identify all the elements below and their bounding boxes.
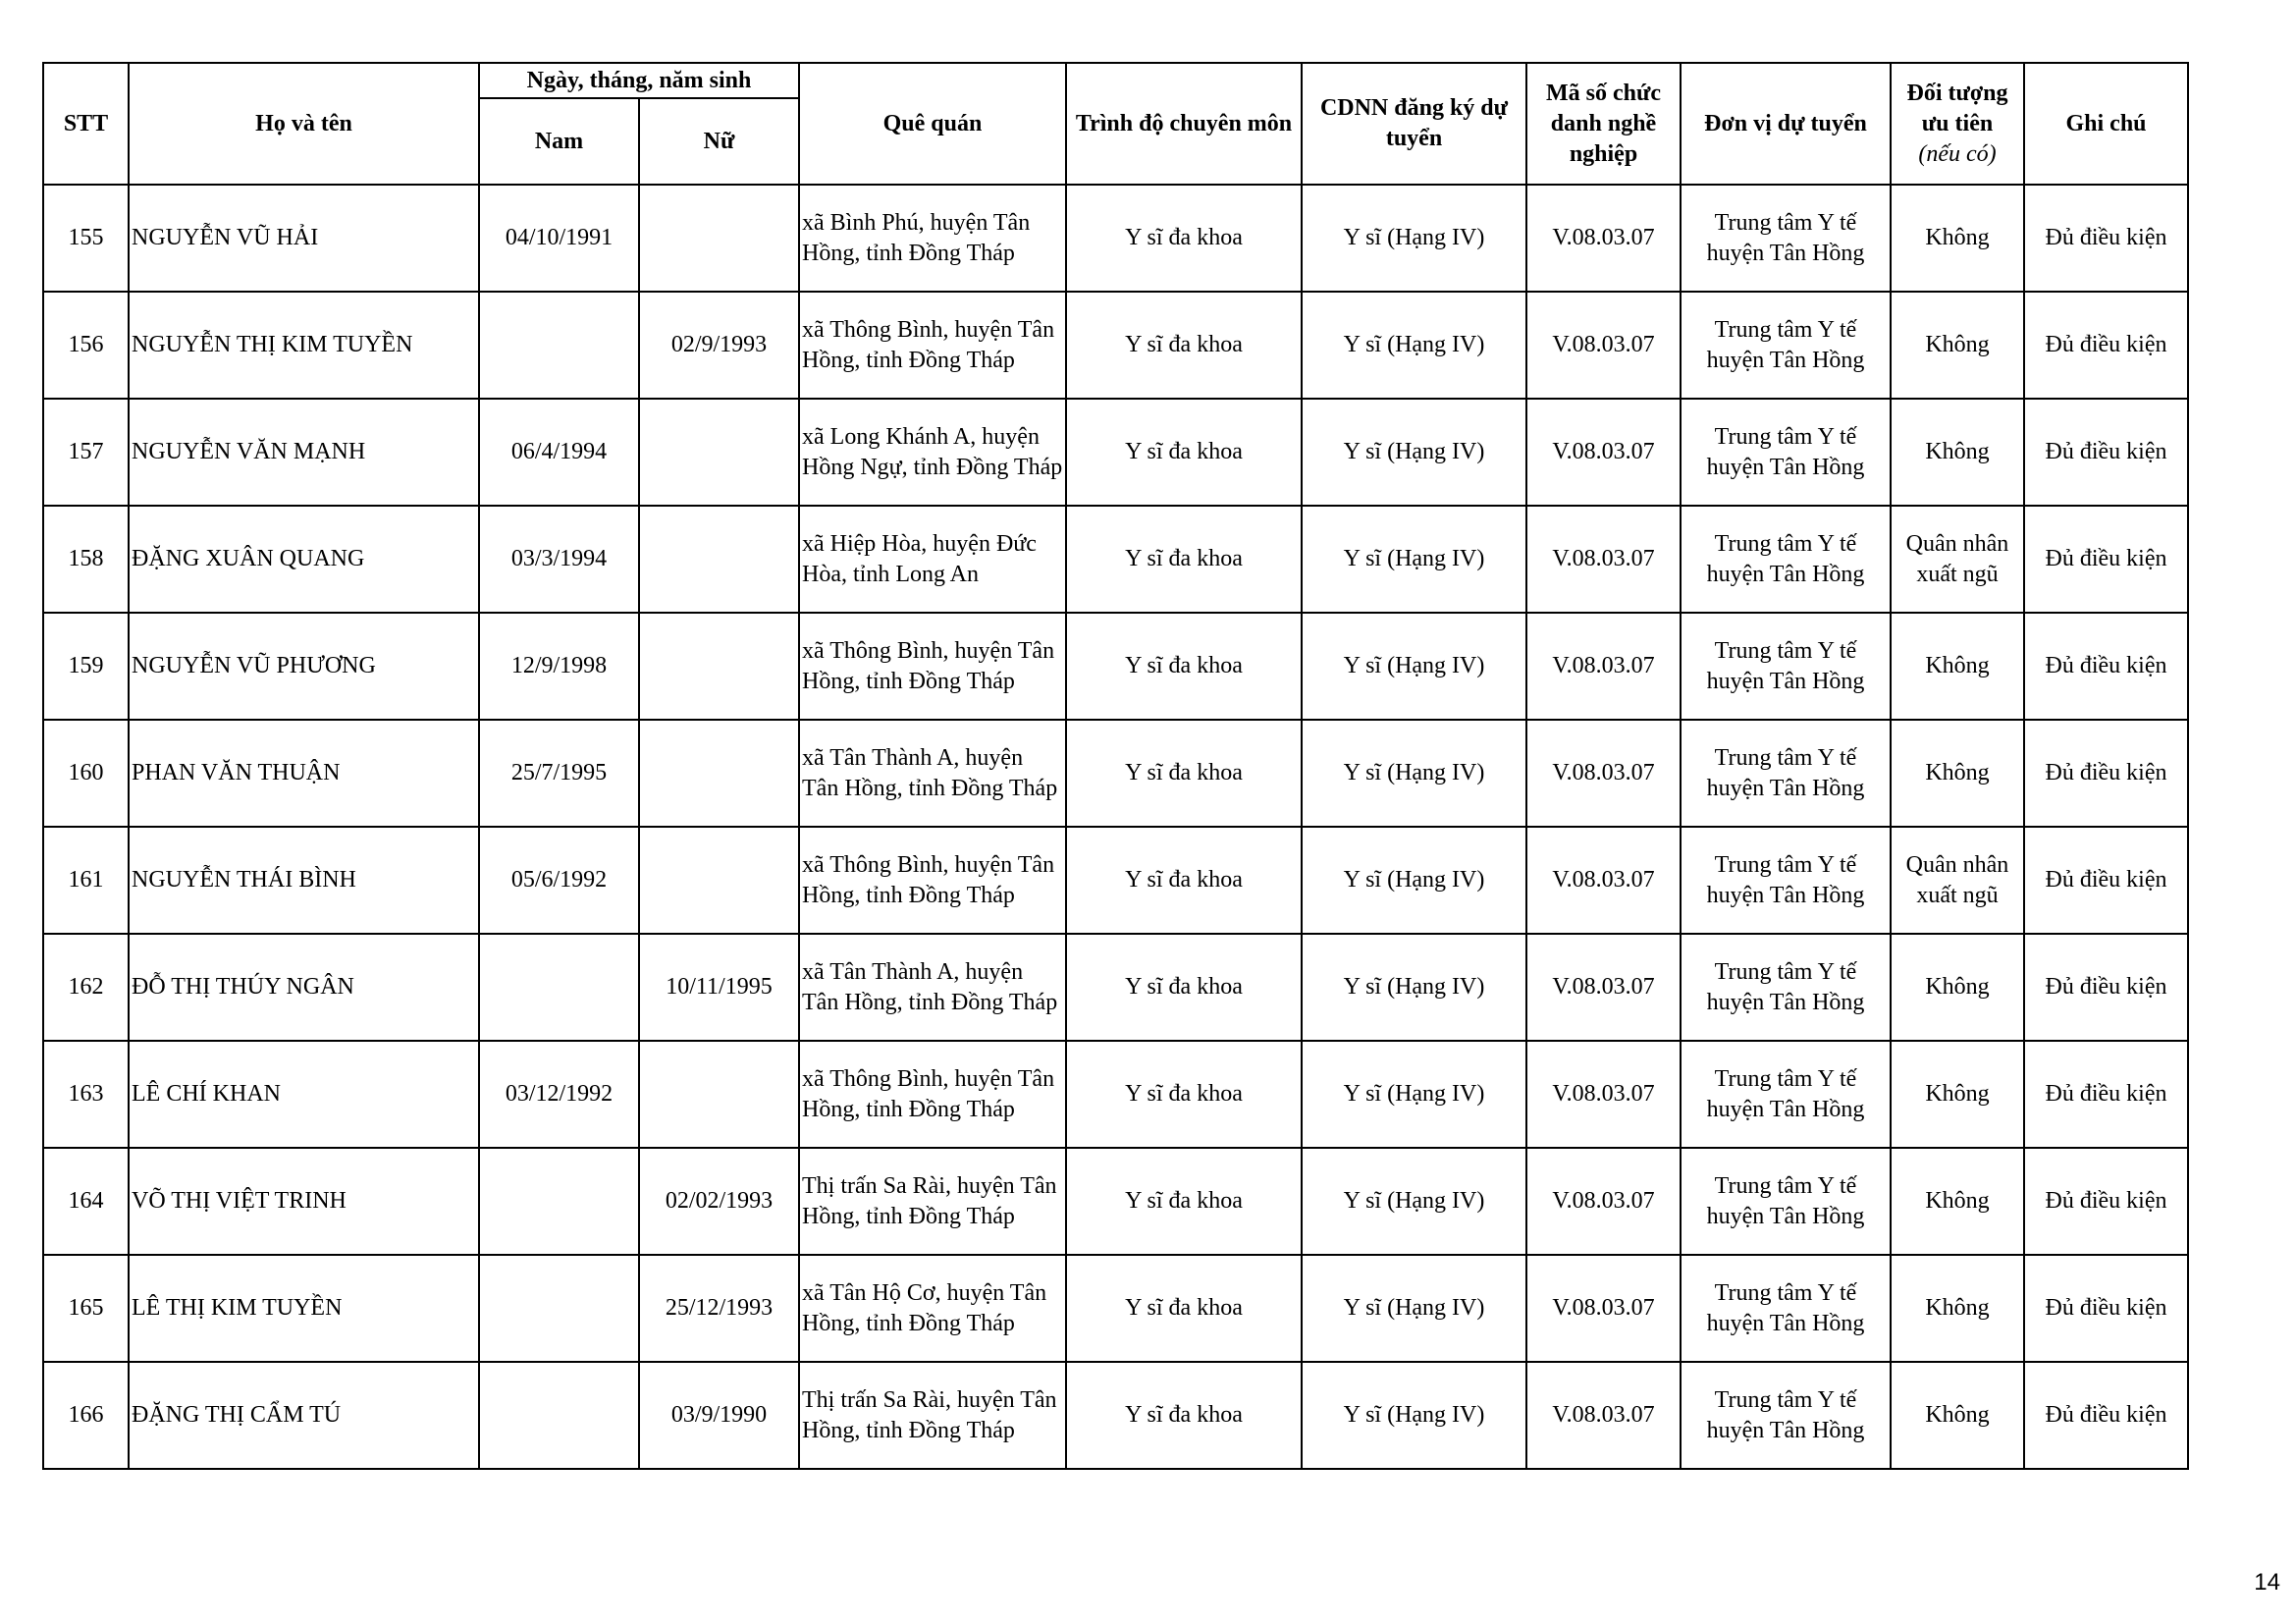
cell-que-quan: Thị trấn Sa Rài, huyện Tân Hồng, tỉnh Đồng Tháp: [799, 1362, 1066, 1469]
candidate-table: [42, 62, 2189, 1470]
cell-que-quan: xã Thông Bình, huyện Tân Hồng, tỉnh Đồng Tháp: [799, 1041, 1066, 1148]
table-row: [43, 185, 2188, 292]
cell-nam: 03/3/1994: [479, 506, 639, 613]
cell-trinh-do: Y sĩ đa khoa: [1066, 720, 1302, 827]
cell-name: PHAN VĂN THUẬN: [129, 720, 479, 827]
cell-don-vi: Trung tâm Y tế huyện Tân Hồng: [1681, 827, 1891, 934]
cell-nam: [479, 292, 639, 399]
cell-trinh-do: Y sĩ đa khoa: [1066, 1255, 1302, 1362]
cell-nam: 06/4/1994: [479, 399, 639, 506]
cell-ma-so: V.08.03.07: [1526, 185, 1681, 292]
cell-que-quan: Thị trấn Sa Rài, huyện Tân Hồng, tỉnh Đồng Tháp: [799, 1148, 1066, 1255]
table-row: [43, 292, 2188, 399]
cell-cdnn: Y sĩ (Hạng IV): [1302, 1362, 1526, 1469]
table-row: [43, 1041, 2188, 1148]
header-ghi-chu: Ghi chú: [2024, 63, 2188, 185]
header-ngay-sinh: Ngày, tháng, năm sinh: [479, 63, 799, 98]
page-number: 14: [2254, 1569, 2280, 1596]
cell-nam: 25/7/1995: [479, 720, 639, 827]
cell-que-quan: xã Tân Thành A, huyện Tân Hồng, tỉnh Đồng Tháp: [799, 934, 1066, 1041]
header-doi-tuong-note: (nếu có): [1918, 140, 1997, 167]
cell-cdnn: Y sĩ (Hạng IV): [1302, 506, 1526, 613]
cell-doi-tuong: Không: [1891, 1148, 2024, 1255]
header-doi-tuong-label: Đối tượng ưu tiên: [1906, 80, 2008, 136]
header-ma-so: Mã số chức danh nghề nghiệp: [1526, 63, 1681, 185]
cell-trinh-do: Y sĩ đa khoa: [1066, 934, 1302, 1041]
table-header: [43, 63, 2188, 185]
header-doi-tuong: [1891, 63, 2024, 185]
cell-que-quan: xã Thông Bình, huyện Tân Hồng, tỉnh Đồng Tháp: [799, 827, 1066, 934]
cell-don-vi: Trung tâm Y tế huyện Tân Hồng: [1681, 720, 1891, 827]
cell-don-vi: Trung tâm Y tế huyện Tân Hồng: [1681, 1362, 1891, 1469]
cell-cdnn: Y sĩ (Hạng IV): [1302, 1148, 1526, 1255]
header-que-quan: Quê quán: [799, 63, 1066, 185]
cell-trinh-do: Y sĩ đa khoa: [1066, 1362, 1302, 1469]
cell-stt: 163: [43, 1041, 129, 1148]
table-row: [43, 613, 2188, 720]
cell-stt: 165: [43, 1255, 129, 1362]
cell-ghi-chu: Đủ điều kiện: [2024, 1255, 2188, 1362]
cell-nam: [479, 1255, 639, 1362]
cell-nam: 03/12/1992: [479, 1041, 639, 1148]
cell-ma-so: V.08.03.07: [1526, 827, 1681, 934]
header-cdnn: CDNN đăng ký dự tuyển: [1302, 63, 1526, 185]
table-row: [43, 720, 2188, 827]
cell-ghi-chu: Đủ điều kiện: [2024, 185, 2188, 292]
cell-ma-so: V.08.03.07: [1526, 1362, 1681, 1469]
table-row: [43, 1148, 2188, 1255]
cell-doi-tuong: Không: [1891, 1041, 2024, 1148]
cell-trinh-do: Y sĩ đa khoa: [1066, 185, 1302, 292]
cell-stt: 161: [43, 827, 129, 934]
header-nu: Nữ: [639, 98, 799, 185]
header-ho-va-ten: Họ và tên: [129, 63, 479, 185]
cell-ghi-chu: Đủ điều kiện: [2024, 1148, 2188, 1255]
cell-nu: [639, 720, 799, 827]
cell-nu: 03/9/1990: [639, 1362, 799, 1469]
cell-name: VÕ THỊ VIỆT TRINH: [129, 1148, 479, 1255]
cell-cdnn: Y sĩ (Hạng IV): [1302, 934, 1526, 1041]
cell-cdnn: Y sĩ (Hạng IV): [1302, 185, 1526, 292]
cell-stt: 162: [43, 934, 129, 1041]
cell-stt: 158: [43, 506, 129, 613]
cell-don-vi: Trung tâm Y tế huyện Tân Hồng: [1681, 1041, 1891, 1148]
cell-cdnn: Y sĩ (Hạng IV): [1302, 827, 1526, 934]
cell-name: ĐỖ THỊ THÚY NGÂN: [129, 934, 479, 1041]
cell-nam: 04/10/1991: [479, 185, 639, 292]
table-row: [43, 506, 2188, 613]
cell-name: NGUYỄN VĂN MẠNH: [129, 399, 479, 506]
table-row: [43, 827, 2188, 934]
cell-nu: [639, 506, 799, 613]
cell-ghi-chu: Đủ điều kiện: [2024, 506, 2188, 613]
cell-nu: 25/12/1993: [639, 1255, 799, 1362]
cell-ma-so: V.08.03.07: [1526, 934, 1681, 1041]
cell-ghi-chu: Đủ điều kiện: [2024, 934, 2188, 1041]
cell-ma-so: V.08.03.07: [1526, 1148, 1681, 1255]
cell-trinh-do: Y sĩ đa khoa: [1066, 827, 1302, 934]
cell-stt: 157: [43, 399, 129, 506]
cell-don-vi: Trung tâm Y tế huyện Tân Hồng: [1681, 185, 1891, 292]
cell-nu: 02/9/1993: [639, 292, 799, 399]
cell-name: NGUYỄN VŨ PHƯƠNG: [129, 613, 479, 720]
cell-trinh-do: Y sĩ đa khoa: [1066, 506, 1302, 613]
cell-ghi-chu: Đủ điều kiện: [2024, 720, 2188, 827]
cell-don-vi: Trung tâm Y tế huyện Tân Hồng: [1681, 506, 1891, 613]
cell-doi-tuong: Quân nhân xuất ngũ: [1891, 827, 2024, 934]
cell-name: NGUYỄN THÁI BÌNH: [129, 827, 479, 934]
cell-que-quan: xã Thông Bình, huyện Tân Hồng, tỉnh Đồng Tháp: [799, 292, 1066, 399]
table-row: [43, 1255, 2188, 1362]
cell-ma-so: V.08.03.07: [1526, 613, 1681, 720]
cell-ghi-chu: Đủ điều kiện: [2024, 399, 2188, 506]
cell-doi-tuong: Quân nhân xuất ngũ: [1891, 506, 2024, 613]
cell-trinh-do: Y sĩ đa khoa: [1066, 1041, 1302, 1148]
cell-nu: [639, 185, 799, 292]
cell-ma-so: V.08.03.07: [1526, 292, 1681, 399]
cell-que-quan: xã Tân Hộ Cơ, huyện Tân Hồng, tỉnh Đồng Tháp: [799, 1255, 1066, 1362]
table-row: [43, 934, 2188, 1041]
cell-que-quan: xã Tân Thành A, huyện Tân Hồng, tỉnh Đồng Tháp: [799, 720, 1066, 827]
cell-don-vi: Trung tâm Y tế huyện Tân Hồng: [1681, 399, 1891, 506]
cell-doi-tuong: Không: [1891, 613, 2024, 720]
cell-que-quan: xã Long Khánh A, huyện Hồng Ngự, tỉnh Đồng Tháp: [799, 399, 1066, 506]
cell-doi-tuong: Không: [1891, 934, 2024, 1041]
cell-don-vi: Trung tâm Y tế huyện Tân Hồng: [1681, 292, 1891, 399]
cell-ma-so: V.08.03.07: [1526, 720, 1681, 827]
cell-doi-tuong: Không: [1891, 1255, 2024, 1362]
cell-don-vi: Trung tâm Y tế huyện Tân Hồng: [1681, 1148, 1891, 1255]
cell-nam: 12/9/1998: [479, 613, 639, 720]
cell-ma-so: V.08.03.07: [1526, 506, 1681, 613]
cell-ma-so: V.08.03.07: [1526, 1041, 1681, 1148]
cell-don-vi: Trung tâm Y tế huyện Tân Hồng: [1681, 1255, 1891, 1362]
header-trinh-do: Trình độ chuyên môn: [1066, 63, 1302, 185]
cell-nu: [639, 399, 799, 506]
cell-stt: 156: [43, 292, 129, 399]
cell-name: ĐẶNG XUÂN QUANG: [129, 506, 479, 613]
header-don-vi: Đơn vị dự tuyển: [1681, 63, 1891, 185]
cell-stt: 159: [43, 613, 129, 720]
cell-ghi-chu: Đủ điều kiện: [2024, 613, 2188, 720]
cell-doi-tuong: Không: [1891, 720, 2024, 827]
cell-don-vi: Trung tâm Y tế huyện Tân Hồng: [1681, 613, 1891, 720]
cell-trinh-do: Y sĩ đa khoa: [1066, 399, 1302, 506]
cell-doi-tuong: Không: [1891, 292, 2024, 399]
cell-ghi-chu: Đủ điều kiện: [2024, 292, 2188, 399]
cell-nu: 02/02/1993: [639, 1148, 799, 1255]
cell-nam: 05/6/1992: [479, 827, 639, 934]
cell-stt: 164: [43, 1148, 129, 1255]
header-stt: STT: [43, 63, 129, 185]
cell-nam: [479, 934, 639, 1041]
cell-cdnn: Y sĩ (Hạng IV): [1302, 399, 1526, 506]
cell-trinh-do: Y sĩ đa khoa: [1066, 292, 1302, 399]
cell-name: LÊ CHÍ KHAN: [129, 1041, 479, 1148]
cell-stt: 155: [43, 185, 129, 292]
cell-nam: [479, 1362, 639, 1469]
cell-doi-tuong: Không: [1891, 185, 2024, 292]
cell-name: NGUYỄN THỊ KIM TUYỀN: [129, 292, 479, 399]
cell-que-quan: xã Hiệp Hòa, huyện Đức Hòa, tỉnh Long An: [799, 506, 1066, 613]
cell-ma-so: V.08.03.07: [1526, 399, 1681, 506]
cell-ghi-chu: Đủ điều kiện: [2024, 827, 2188, 934]
cell-ghi-chu: Đủ điều kiện: [2024, 1041, 2188, 1148]
cell-name: LÊ THỊ KIM TUYỀN: [129, 1255, 479, 1362]
cell-cdnn: Y sĩ (Hạng IV): [1302, 1041, 1526, 1148]
cell-que-quan: xã Bình Phú, huyện Tân Hồng, tỉnh Đồng Tháp: [799, 185, 1066, 292]
cell-nu: [639, 1041, 799, 1148]
cell-nam: [479, 1148, 639, 1255]
cell-que-quan: xã Thông Bình, huyện Tân Hồng, tỉnh Đồng Tháp: [799, 613, 1066, 720]
table-row: [43, 1362, 2188, 1469]
cell-cdnn: Y sĩ (Hạng IV): [1302, 292, 1526, 399]
cell-name: NGUYỄN VŨ HẢI: [129, 185, 479, 292]
header-nam: Nam: [479, 98, 639, 185]
cell-ghi-chu: Đủ điều kiện: [2024, 1362, 2188, 1469]
cell-ma-so: V.08.03.07: [1526, 1255, 1681, 1362]
cell-name: ĐẶNG THỊ CẨM TÚ: [129, 1362, 479, 1469]
cell-stt: 160: [43, 720, 129, 827]
cell-nu: [639, 827, 799, 934]
cell-don-vi: Trung tâm Y tế huyện Tân Hồng: [1681, 934, 1891, 1041]
cell-trinh-do: Y sĩ đa khoa: [1066, 613, 1302, 720]
cell-nu: [639, 613, 799, 720]
cell-trinh-do: Y sĩ đa khoa: [1066, 1148, 1302, 1255]
cell-cdnn: Y sĩ (Hạng IV): [1302, 1255, 1526, 1362]
cell-doi-tuong: Không: [1891, 1362, 2024, 1469]
table-body: [43, 185, 2188, 1469]
cell-stt: 166: [43, 1362, 129, 1469]
cell-doi-tuong: Không: [1891, 399, 2024, 506]
cell-nu: 10/11/1995: [639, 934, 799, 1041]
cell-cdnn: Y sĩ (Hạng IV): [1302, 613, 1526, 720]
cell-cdnn: Y sĩ (Hạng IV): [1302, 720, 1526, 827]
table-row: [43, 399, 2188, 506]
